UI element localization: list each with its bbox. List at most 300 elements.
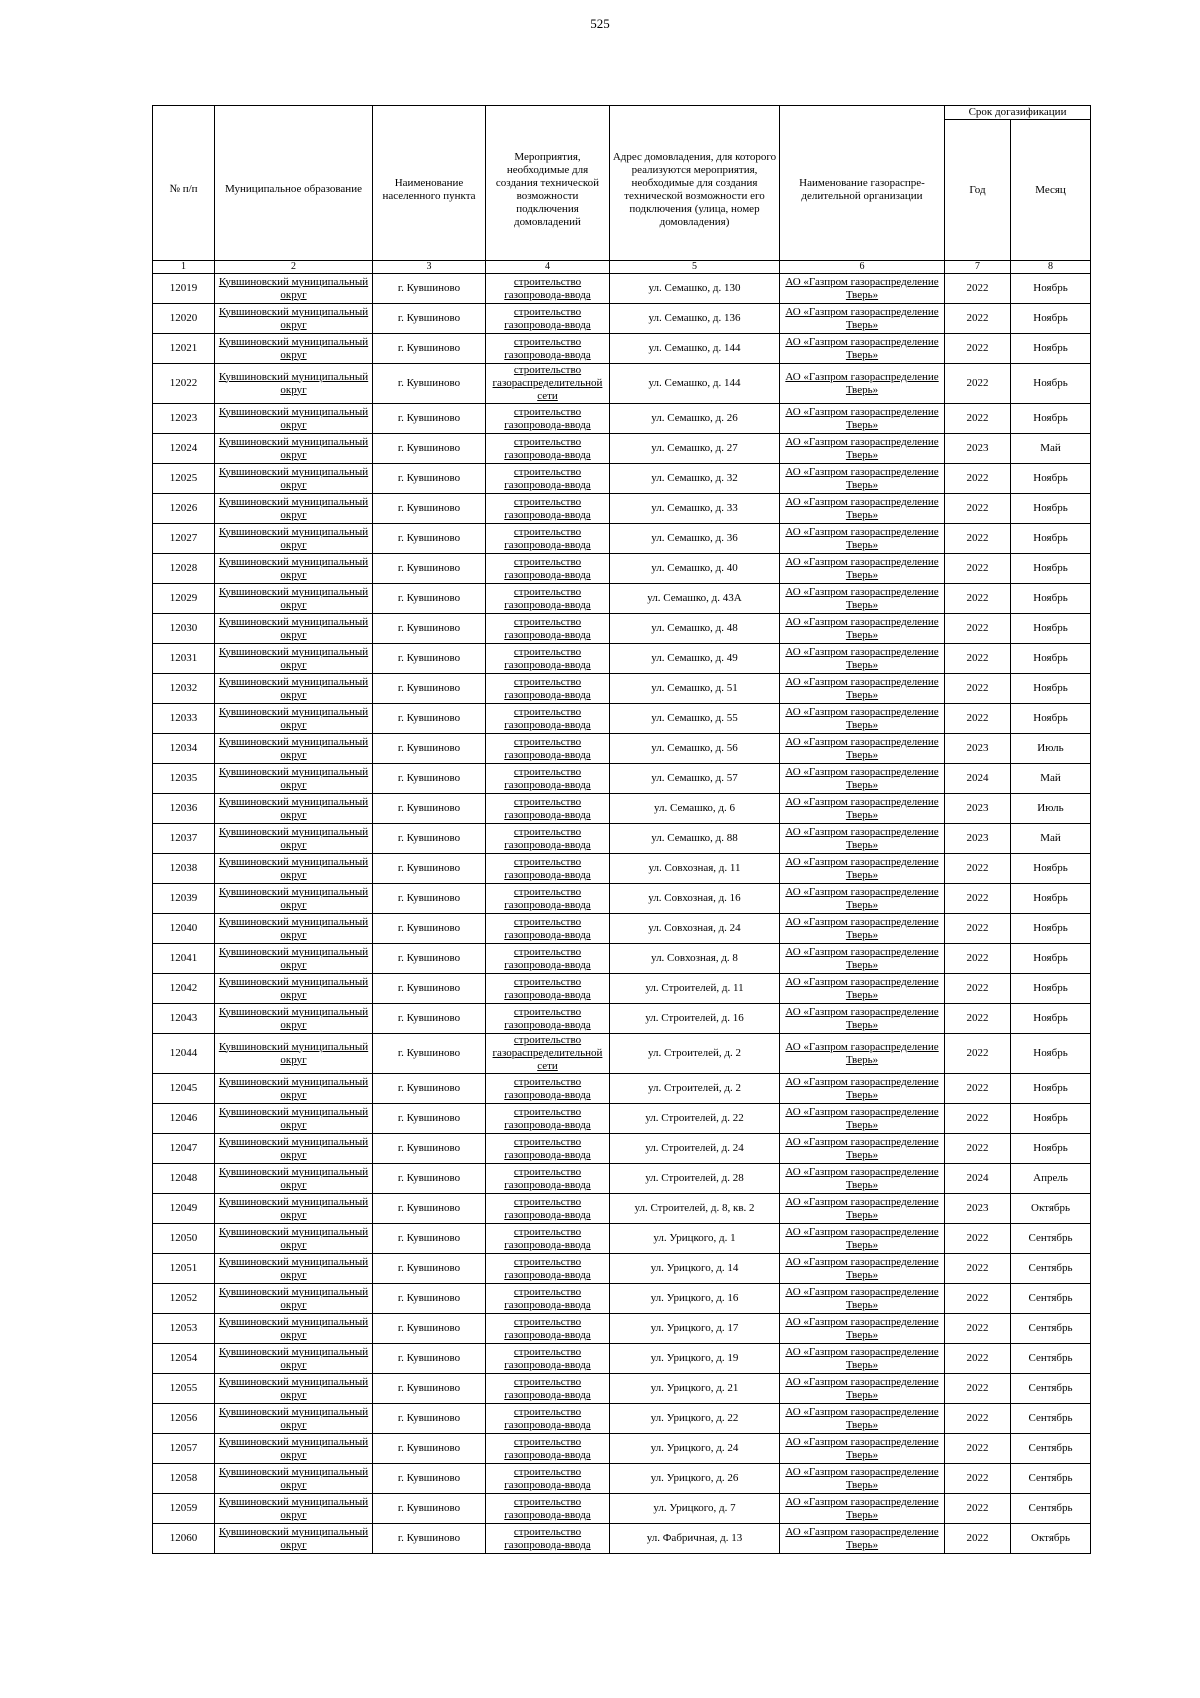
cell-address: ул. Строителей, д. 24: [610, 1134, 780, 1164]
cell-year: 2023: [945, 794, 1011, 824]
cell-num: 12059: [153, 1494, 215, 1524]
cell-num: 12047: [153, 1134, 215, 1164]
cell-address: ул. Семашко, д. 40: [610, 554, 780, 584]
cell-org: АО «Газпром газораспределение Тверь»: [780, 674, 945, 704]
cell-num: 12050: [153, 1224, 215, 1254]
cell-measure: строительство газопровода-ввода: [486, 1194, 610, 1224]
cell-measure: строительство газопровода-ввода: [486, 734, 610, 764]
cell-year: 2022: [945, 494, 1011, 524]
column-number-row: [153, 261, 1091, 274]
table-header: [153, 106, 1091, 274]
cell-address: ул. Урицкого, д. 16: [610, 1284, 780, 1314]
cell-measure: строительство газопровода-ввода: [486, 854, 610, 884]
cell-month: Май: [1011, 824, 1091, 854]
cell-org: АО «Газпром газораспределение Тверь»: [780, 304, 945, 334]
cell-num: 12056: [153, 1404, 215, 1434]
cell-year: 2023: [945, 1194, 1011, 1224]
cell-num: 12053: [153, 1314, 215, 1344]
cell-address: ул. Семашко, д. 33: [610, 494, 780, 524]
cell-settlement: г. Кувшиново: [373, 1004, 486, 1034]
cell-measure: строительство газопровода-ввода: [486, 494, 610, 524]
cell-address: ул. Совхозная, д. 16: [610, 884, 780, 914]
cell-settlement: г. Кувшиново: [373, 1374, 486, 1404]
cell-month: Июль: [1011, 734, 1091, 764]
cell-org: АО «Газпром газораспределение Тверь»: [780, 334, 945, 364]
table-row: [153, 974, 1091, 1004]
cell-month: Ноябрь: [1011, 584, 1091, 614]
table-row: [153, 334, 1091, 364]
cell-year: 2022: [945, 944, 1011, 974]
header-cell-empty: [610, 106, 780, 120]
cell-org: АО «Газпром газораспределение Тверь»: [780, 1524, 945, 1554]
table-row: [153, 794, 1091, 824]
cell-org: АО «Газпром газораспределение Тверь»: [780, 1494, 945, 1524]
cell-settlement: г. Кувшиново: [373, 1134, 486, 1164]
cell-num: 12055: [153, 1374, 215, 1404]
cell-measure: строительство газопровода-ввода: [486, 1344, 610, 1374]
cell-settlement: г. Кувшиново: [373, 1344, 486, 1374]
cell-address: ул. Совхозная, д. 24: [610, 914, 780, 944]
cell-municipality: Кувшиновский муниципальный округ: [215, 1194, 373, 1224]
cell-org: АО «Газпром газораспределение Тверь»: [780, 554, 945, 584]
cell-address: ул. Семашко, д. 56: [610, 734, 780, 764]
cell-settlement: г. Кувшиново: [373, 304, 486, 334]
cell-settlement: г. Кувшиново: [373, 1464, 486, 1494]
cell-org: АО «Газпром газораспределение Тверь»: [780, 614, 945, 644]
cell-org: АО «Газпром газораспределение Тверь»: [780, 1134, 945, 1164]
cell-year: 2024: [945, 764, 1011, 794]
cell-num: 12036: [153, 794, 215, 824]
cell-settlement: г. Кувшиново: [373, 824, 486, 854]
cell-num: 12041: [153, 944, 215, 974]
cell-org: АО «Газпром газораспределение Тверь»: [780, 1374, 945, 1404]
cell-year: 2022: [945, 364, 1011, 404]
cell-settlement: г. Кувшиново: [373, 434, 486, 464]
cell-settlement: г. Кувшиново: [373, 1034, 486, 1074]
cell-measure: строительство газопровода-ввода: [486, 434, 610, 464]
cell-year: 2022: [945, 1134, 1011, 1164]
cell-measure: строительство газопровода-ввода: [486, 944, 610, 974]
cell-year: 2022: [945, 1524, 1011, 1554]
cell-measure: строительство газопровода-ввода: [486, 1464, 610, 1494]
cell-settlement: г. Кувшиново: [373, 274, 486, 304]
cell-municipality: Кувшиновский муниципальный округ: [215, 614, 373, 644]
cell-municipality: Кувшиновский муниципальный округ: [215, 1034, 373, 1074]
cell-org: АО «Газпром газораспределение Тверь»: [780, 584, 945, 614]
cell-municipality: Кувшиновский муниципальный округ: [215, 1524, 373, 1554]
table-row: [153, 1164, 1091, 1194]
cell-measure: строительство газопровода-ввода: [486, 524, 610, 554]
cell-month: Ноябрь: [1011, 944, 1091, 974]
cell-month: Сентябрь: [1011, 1344, 1091, 1374]
cell-num: 12048: [153, 1164, 215, 1194]
cell-org: АО «Газпром газораспределение Тверь»: [780, 1194, 945, 1224]
table-row: [153, 734, 1091, 764]
cell-num: 12030: [153, 614, 215, 644]
table-row: [153, 824, 1091, 854]
cell-municipality: Кувшиновский муниципальный округ: [215, 1104, 373, 1134]
cell-year: 2022: [945, 524, 1011, 554]
cell-municipality: Кувшиновский муниципальный округ: [215, 824, 373, 854]
cell-measure: строительство газопровода-ввода: [486, 464, 610, 494]
cell-settlement: г. Кувшиново: [373, 364, 486, 404]
cell-org: АО «Газпром газораспределение Тверь»: [780, 854, 945, 884]
cell-num: 12054: [153, 1344, 215, 1374]
cell-num: 12029: [153, 584, 215, 614]
table-row: [153, 1194, 1091, 1224]
cell-municipality: Кувшиновский муниципальный округ: [215, 1344, 373, 1374]
table-row: [153, 1224, 1091, 1254]
cell-org: АО «Газпром газораспределение Тверь»: [780, 644, 945, 674]
cell-month: Ноябрь: [1011, 274, 1091, 304]
cell-settlement: г. Кувшиново: [373, 404, 486, 434]
cell-year: 2023: [945, 434, 1011, 464]
cell-month: Ноябрь: [1011, 884, 1091, 914]
cell-settlement: г. Кувшиново: [373, 1434, 486, 1464]
cell-num: 12022: [153, 364, 215, 404]
cell-month: Ноябрь: [1011, 464, 1091, 494]
table-row: [153, 404, 1091, 434]
cell-year: 2022: [945, 1284, 1011, 1314]
table-row: [153, 1004, 1091, 1034]
cell-num: 12039: [153, 884, 215, 914]
table-row: [153, 1104, 1091, 1134]
cell-year: 2022: [945, 674, 1011, 704]
table-row: [153, 1404, 1091, 1434]
cell-num: 12044: [153, 1034, 215, 1074]
cell-year: 2022: [945, 1464, 1011, 1494]
cell-year: 2022: [945, 884, 1011, 914]
header-org: Наименование газораспре-делительной организации: [780, 120, 945, 261]
cell-municipality: Кувшиновский муниципальный округ: [215, 1224, 373, 1254]
cell-municipality: Кувшиновский муниципальный округ: [215, 1164, 373, 1194]
header-address: Адрес домовладения, для которого реализуются мероприятия, необходимые для создания технической возможности его подключения (улица, номер домовладения): [610, 120, 780, 261]
cell-settlement: г. Кувшиново: [373, 644, 486, 674]
cell-num: 12046: [153, 1104, 215, 1134]
cell-address: ул. Семашко, д. 32: [610, 464, 780, 494]
cell-month: Ноябрь: [1011, 644, 1091, 674]
cell-address: ул. Строителей, д. 8, кв. 2: [610, 1194, 780, 1224]
cell-settlement: г. Кувшиново: [373, 734, 486, 764]
cell-settlement: г. Кувшиново: [373, 494, 486, 524]
cell-year: 2022: [945, 1434, 1011, 1464]
table-row: [153, 1524, 1091, 1554]
cell-year: 2022: [945, 614, 1011, 644]
cell-municipality: Кувшиновский муниципальный округ: [215, 1374, 373, 1404]
cell-settlement: г. Кувшиново: [373, 884, 486, 914]
cell-municipality: Кувшиновский муниципальный округ: [215, 1004, 373, 1034]
header-num: № п/п: [153, 120, 215, 261]
table-row: [153, 1434, 1091, 1464]
cell-address: ул. Строителей, д. 2: [610, 1074, 780, 1104]
cell-municipality: Кувшиновский муниципальный округ: [215, 1314, 373, 1344]
cell-measure: строительство газопровода-ввода: [486, 1074, 610, 1104]
cell-month: Ноябрь: [1011, 704, 1091, 734]
cell-municipality: Кувшиновский муниципальный округ: [215, 854, 373, 884]
cell-address: ул. Семашко, д. 136: [610, 304, 780, 334]
column-number: 8: [1011, 261, 1091, 274]
table-row: [153, 1494, 1091, 1524]
cell-num: 12025: [153, 464, 215, 494]
cell-municipality: Кувшиновский муниципальный округ: [215, 794, 373, 824]
cell-year: 2022: [945, 1034, 1011, 1074]
cell-address: ул. Урицкого, д. 19: [610, 1344, 780, 1374]
cell-municipality: Кувшиновский муниципальный округ: [215, 334, 373, 364]
cell-num: 12026: [153, 494, 215, 524]
table-row: [153, 1464, 1091, 1494]
cell-num: 12031: [153, 644, 215, 674]
table-row: [153, 1134, 1091, 1164]
cell-municipality: Кувшиновский муниципальный округ: [215, 1074, 373, 1104]
table-row: [153, 914, 1091, 944]
table-row: [153, 464, 1091, 494]
cell-address: ул. Семашко, д. 48: [610, 614, 780, 644]
cell-num: 12057: [153, 1434, 215, 1464]
table-row: [153, 1344, 1091, 1374]
cell-org: АО «Газпром газораспределение Тверь»: [780, 734, 945, 764]
cell-measure: строительство газопровода-ввода: [486, 614, 610, 644]
cell-address: ул. Урицкого, д. 7: [610, 1494, 780, 1524]
cell-month: Ноябрь: [1011, 494, 1091, 524]
cell-address: ул. Урицкого, д. 14: [610, 1254, 780, 1284]
cell-num: 12033: [153, 704, 215, 734]
table-row: [153, 704, 1091, 734]
cell-address: ул. Урицкого, д. 22: [610, 1404, 780, 1434]
cell-month: Ноябрь: [1011, 1134, 1091, 1164]
cell-measure: строительство газопровода-ввода: [486, 674, 610, 704]
cell-measure: строительство газопровода-ввода: [486, 914, 610, 944]
cell-address: ул. Семашко, д. 88: [610, 824, 780, 854]
cell-measure: строительство газопровода-ввода: [486, 1254, 610, 1284]
cell-org: АО «Газпром газораспределение Тверь»: [780, 974, 945, 1004]
cell-measure: строительство газопровода-ввода: [486, 704, 610, 734]
cell-address: ул. Семашко, д. 6: [610, 794, 780, 824]
cell-month: Сентябрь: [1011, 1224, 1091, 1254]
table-row: [153, 524, 1091, 554]
cell-measure: строительство газопровода-ввода: [486, 1284, 610, 1314]
cell-measure: строительство газопровода-ввода: [486, 824, 610, 854]
cell-year: 2023: [945, 734, 1011, 764]
cell-measure: строительство газопровода-ввода: [486, 404, 610, 434]
cell-year: 2022: [945, 1074, 1011, 1104]
table-row: [153, 614, 1091, 644]
cell-year: 2022: [945, 584, 1011, 614]
cell-num: 12028: [153, 554, 215, 584]
cell-num: 12037: [153, 824, 215, 854]
cell-org: АО «Газпром газораспределение Тверь»: [780, 1164, 945, 1194]
cell-year: 2022: [945, 334, 1011, 364]
cell-municipality: Кувшиновский муниципальный округ: [215, 1404, 373, 1434]
header-measures: Мероприятия, необходимые для создания технической возможности подключения домовладений: [486, 120, 610, 261]
cell-settlement: г. Кувшиново: [373, 1164, 486, 1194]
cell-month: Ноябрь: [1011, 614, 1091, 644]
cell-org: АО «Газпром газораспределение Тверь»: [780, 1104, 945, 1134]
table-row: [153, 884, 1091, 914]
cell-address: ул. Урицкого, д. 26: [610, 1464, 780, 1494]
cell-num: 12020: [153, 304, 215, 334]
cell-settlement: г. Кувшиново: [373, 974, 486, 1004]
cell-measure: строительство газопровода-ввода: [486, 1224, 610, 1254]
table-row: [153, 854, 1091, 884]
cell-month: Сентябрь: [1011, 1404, 1091, 1434]
header-cell-empty: [153, 106, 215, 120]
cell-measure: строительство газопровода-ввода: [486, 1134, 610, 1164]
table-row: [153, 1034, 1091, 1074]
gasification-table: [152, 105, 1091, 1554]
cell-num: 12060: [153, 1524, 215, 1554]
cell-num: 12021: [153, 334, 215, 364]
column-number: 5: [610, 261, 780, 274]
cell-address: ул. Совхозная, д. 11: [610, 854, 780, 884]
cell-month: Сентябрь: [1011, 1314, 1091, 1344]
cell-settlement: г. Кувшиново: [373, 764, 486, 794]
cell-org: АО «Газпром газораспределение Тверь»: [780, 1074, 945, 1104]
cell-month: Ноябрь: [1011, 1074, 1091, 1104]
cell-settlement: г. Кувшиново: [373, 674, 486, 704]
cell-org: АО «Газпром газораспределение Тверь»: [780, 944, 945, 974]
cell-measure: строительство газопровода-ввода: [486, 1004, 610, 1034]
column-number: 3: [373, 261, 486, 274]
cell-year: 2022: [945, 1224, 1011, 1254]
table-body: [153, 274, 1091, 1554]
cell-org: АО «Газпром газораспределение Тверь»: [780, 764, 945, 794]
cell-num: 12058: [153, 1464, 215, 1494]
cell-settlement: г. Кувшиново: [373, 1284, 486, 1314]
cell-municipality: Кувшиновский муниципальный округ: [215, 1434, 373, 1464]
cell-address: ул. Семашко, д. 49: [610, 644, 780, 674]
cell-settlement: г. Кувшиново: [373, 584, 486, 614]
cell-year: 2022: [945, 1374, 1011, 1404]
cell-num: 12023: [153, 404, 215, 434]
cell-address: ул. Совхозная, д. 8: [610, 944, 780, 974]
cell-address: ул. Урицкого, д. 24: [610, 1434, 780, 1464]
cell-month: Ноябрь: [1011, 404, 1091, 434]
cell-municipality: Кувшиновский муниципальный округ: [215, 914, 373, 944]
table-row: [153, 554, 1091, 584]
cell-measure: строительство газопровода-ввода: [486, 1104, 610, 1134]
cell-measure: строительство газопровода-ввода: [486, 1494, 610, 1524]
cell-month: Апрель: [1011, 1164, 1091, 1194]
cell-num: 12051: [153, 1254, 215, 1284]
cell-month: Октябрь: [1011, 1524, 1091, 1554]
cell-municipality: Кувшиновский муниципальный округ: [215, 1494, 373, 1524]
column-number: 1: [153, 261, 215, 274]
cell-year: 2022: [945, 404, 1011, 434]
cell-month: Ноябрь: [1011, 1104, 1091, 1134]
page-number: 525: [590, 16, 610, 31]
cell-month: Ноябрь: [1011, 334, 1091, 364]
cell-num: 12042: [153, 974, 215, 1004]
cell-municipality: Кувшиновский муниципальный округ: [215, 1254, 373, 1284]
cell-settlement: г. Кувшиново: [373, 914, 486, 944]
table-row: [153, 274, 1091, 304]
cell-municipality: Кувшиновский муниципальный округ: [215, 1134, 373, 1164]
cell-num: 12032: [153, 674, 215, 704]
cell-org: АО «Газпром газораспределение Тверь»: [780, 494, 945, 524]
cell-org: АО «Газпром газораспределение Тверь»: [780, 1434, 945, 1464]
cell-year: 2022: [945, 304, 1011, 334]
header-settlement: Наименование населенного пункта: [373, 120, 486, 261]
cell-settlement: г. Кувшиново: [373, 1224, 486, 1254]
cell-settlement: г. Кувшиново: [373, 1254, 486, 1284]
cell-settlement: г. Кувшиново: [373, 944, 486, 974]
cell-address: ул. Семашко, д. 144: [610, 334, 780, 364]
cell-org: АО «Газпром газораспределение Тверь»: [780, 1034, 945, 1074]
cell-year: 2022: [945, 704, 1011, 734]
cell-measure: строительство газопровода-ввода: [486, 274, 610, 304]
cell-settlement: г. Кувшиново: [373, 854, 486, 884]
cell-year: 2022: [945, 1254, 1011, 1284]
cell-month: Сентябрь: [1011, 1434, 1091, 1464]
cell-month: Ноябрь: [1011, 364, 1091, 404]
cell-num: 12043: [153, 1004, 215, 1034]
table-row: [153, 1314, 1091, 1344]
cell-address: ул. Семашко, д. 43А: [610, 584, 780, 614]
cell-num: 12049: [153, 1194, 215, 1224]
cell-municipality: Кувшиновский муниципальный округ: [215, 674, 373, 704]
cell-settlement: г. Кувшиново: [373, 334, 486, 364]
cell-measure: строительство газопровода-ввода: [486, 304, 610, 334]
cell-municipality: Кувшиновский муниципальный округ: [215, 304, 373, 334]
cell-org: АО «Газпром газораспределение Тверь»: [780, 404, 945, 434]
cell-org: АО «Газпром газораспределение Тверь»: [780, 1344, 945, 1374]
table-row: [153, 434, 1091, 464]
cell-municipality: Кувшиновский муниципальный округ: [215, 464, 373, 494]
cell-org: АО «Газпром газораспределение Тверь»: [780, 1404, 945, 1434]
cell-measure: строительство газопровода-ввода: [486, 794, 610, 824]
cell-municipality: Кувшиновский муниципальный округ: [215, 554, 373, 584]
cell-num: 12038: [153, 854, 215, 884]
cell-org: АО «Газпром газораспределение Тверь»: [780, 884, 945, 914]
cell-municipality: Кувшиновский муниципальный округ: [215, 704, 373, 734]
cell-year: 2022: [945, 854, 1011, 884]
table-row: [153, 944, 1091, 974]
header-term-group: Срок догазификации: [945, 106, 1091, 120]
cell-year: 2022: [945, 1004, 1011, 1034]
cell-address: ул. Строителей, д. 28: [610, 1164, 780, 1194]
cell-num: 12034: [153, 734, 215, 764]
cell-measure: строительство газопровода-ввода: [486, 584, 610, 614]
cell-address: ул. Семашко, д. 57: [610, 764, 780, 794]
cell-org: АО «Газпром газораспределение Тверь»: [780, 914, 945, 944]
cell-municipality: Кувшиновский муниципальный округ: [215, 644, 373, 674]
header-cell-empty: [780, 106, 945, 120]
cell-address: ул. Семашко, д. 26: [610, 404, 780, 434]
table-row: [153, 364, 1091, 404]
cell-settlement: г. Кувшиново: [373, 704, 486, 734]
cell-num: 12045: [153, 1074, 215, 1104]
cell-year: 2022: [945, 974, 1011, 1004]
cell-settlement: г. Кувшиново: [373, 1104, 486, 1134]
cell-year: 2022: [945, 274, 1011, 304]
table-row: [153, 304, 1091, 334]
cell-settlement: г. Кувшиново: [373, 794, 486, 824]
cell-org: АО «Газпром газораспределение Тверь»: [780, 1224, 945, 1254]
table-row: [153, 494, 1091, 524]
cell-num: 12052: [153, 1284, 215, 1314]
cell-org: АО «Газпром газораспределение Тверь»: [780, 1284, 945, 1314]
cell-municipality: Кувшиновский муниципальный округ: [215, 764, 373, 794]
cell-month: Май: [1011, 764, 1091, 794]
cell-municipality: Кувшиновский муниципальный округ: [215, 274, 373, 304]
header-year: Год: [945, 120, 1011, 261]
cell-measure: строительство газопровода-ввода: [486, 884, 610, 914]
cell-municipality: Кувшиновский муниципальный округ: [215, 884, 373, 914]
header-cell-empty: [373, 106, 486, 120]
cell-measure: строительство газопровода-ввода: [486, 644, 610, 674]
cell-address: ул. Семашко, д. 130: [610, 274, 780, 304]
column-number: 2: [215, 261, 373, 274]
